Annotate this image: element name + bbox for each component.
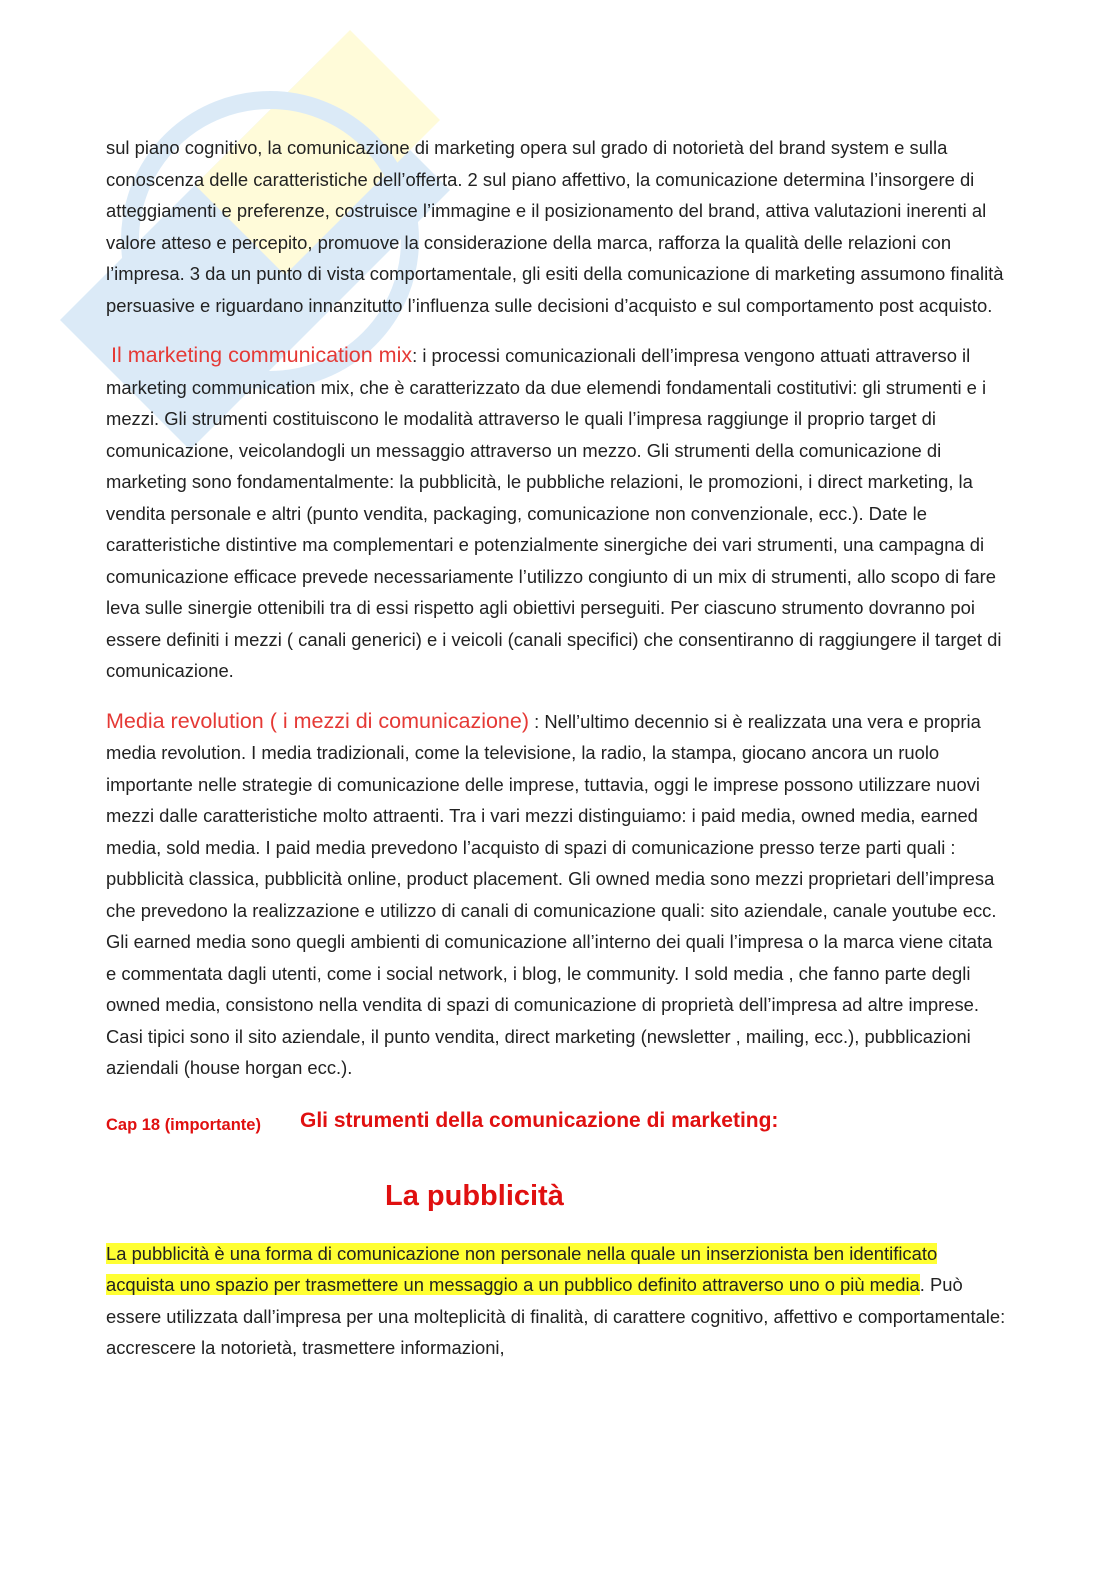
chapter-title: Gli strumenti della comunicazione di marketing: <box>300 1108 779 1132</box>
section-title-media-revolution: Media revolution ( i mezzi di comunicazione) <box>106 708 530 733</box>
paragraph-communication-mix <box>106 340 1006 687</box>
highlighted-definition: La pubblicità è una forma di comunicazione non personale nella quale un inserzionista ben identificato acquista uno spazio per trasmettere un messaggio a un pubblico definito attraverso uno o più media <box>106 1242 938 1295</box>
paragraph-affective-behavioral <box>106 132 1006 321</box>
document-body <box>106 132 1006 1364</box>
paragraph-media-revolution <box>106 706 1006 1084</box>
chapter-heading: La pubblicità <box>385 1179 564 1212</box>
paragraph-text: : Nell’ultimo decennio si è realizzata una vera e propria media revolution. I media tradizionali, come la televisione, la radio, la stampa, giocano ancora un ruolo importante nelle strategie di comunicazione delle imprese, tuttavia, oggi le imprese possono utilizzare nuovi mezzi dalle caratteristiche molto attraenti. Tra i vari mezzi distinguiamo: i paid media, owned media, earned media, sold media. I paid media prevedono l’acquisto di spazi di comunicazione presso terze parti quali : pubblicità classica, pubblicità online, product placement. Gli owned media sono mezzi proprietari dell’impresa che prevedono la realizzazione e utilizzo di canali di comunicazione quali: sito aziendale, canale youtube ecc. Gli earned media sono quegli ambienti di comunicazione all’interno dei quali l’impresa o la marca viene citata e commentata dagli utenti, come i social network, i blog, le community. I sold media , che fanno parte degli owned media, consistono nella vendita di spazi di comunicazione di proprietà dell’impresa ad altre imprese. Casi tipici sono il sito aziendale, il punto vendita, direct marketing (newsletter , mailing, ecc.), pubblicazioni aziendali (house horgan ecc.). <box>106 710 997 1078</box>
chapter-line <box>106 1106 1006 1146</box>
section-title-communication-mix: Il marketing communication mix <box>111 343 413 367</box>
paragraph-advertising-definition <box>106 1238 1006 1364</box>
chapter-label: Cap 18 (importante) <box>106 1115 261 1134</box>
paragraph-text: sul piano cognitivo, la comunicazione di marketing opera sul grado di notorietà del brand system e sulla conoscenza delle caratteristiche dell’offerta. 2 sul piano affettivo, la comunicazione determina l’insorgere di atteggiamenti e preferenze, costruisce l’immagine e il posizionamento del brand, attiva valutazioni inerenti al valore atteso e percepito, promuove la considerazione della marca, rafforza la qualità delle relazioni con l’impresa. 3 da un punto di vista comportamentale, gli esiti della comunicazione di marketing assumono finalità persuasive e riguardano innanzitutto l’influenza sulle decisioni d’acquisto e sul comportamento post acquisto. <box>106 137 1004 316</box>
paragraph-text: : i processi comunicazionali dell’impresa vengono attuati attraverso il marketing communication mix, che è caratterizzato da due elemendi fondamentali costitutivi: gli strumenti e i mezzi. Gli strumenti costituiscono le modalità attraverso le quali l’impresa raggiunge il proprio target di comunicazione, veicolandogli un messaggio attraverso un mezzo. Gli strumenti della comunicazione di marketing sono fondamentalmente: la pubblicità, le pubbliche relazioni, le promozioni, i direct marketing, la vendita personale e altri (punto vendita, packaging, comunicazione non convenzionale, ecc.). Date le caratteristiche distintive ma complementari e potenzialmente sinergiche dei vari strumenti, una campagna di comunicazione efficace prevede necessariamente l’utilizzo congiunto di un mix di strumenti, allo scopo di fare leva sulle sinergie ottenibili tra di essi rispetto agli obiettivi perseguiti. Per ciascuno strumento dovranno poi essere definiti i mezzi ( canali generici) e i veicoli (canali specifici) che consentiranno di raggiungere il target di comunicazione. <box>106 345 1002 681</box>
paragraph-text: . Può essere utilizzata dall’impresa per una molteplicità di finalità, di carattere cognitivo, affettivo e comportamentale: accrescere la notorietà, trasmettere informazioni, <box>106 1274 1006 1358</box>
